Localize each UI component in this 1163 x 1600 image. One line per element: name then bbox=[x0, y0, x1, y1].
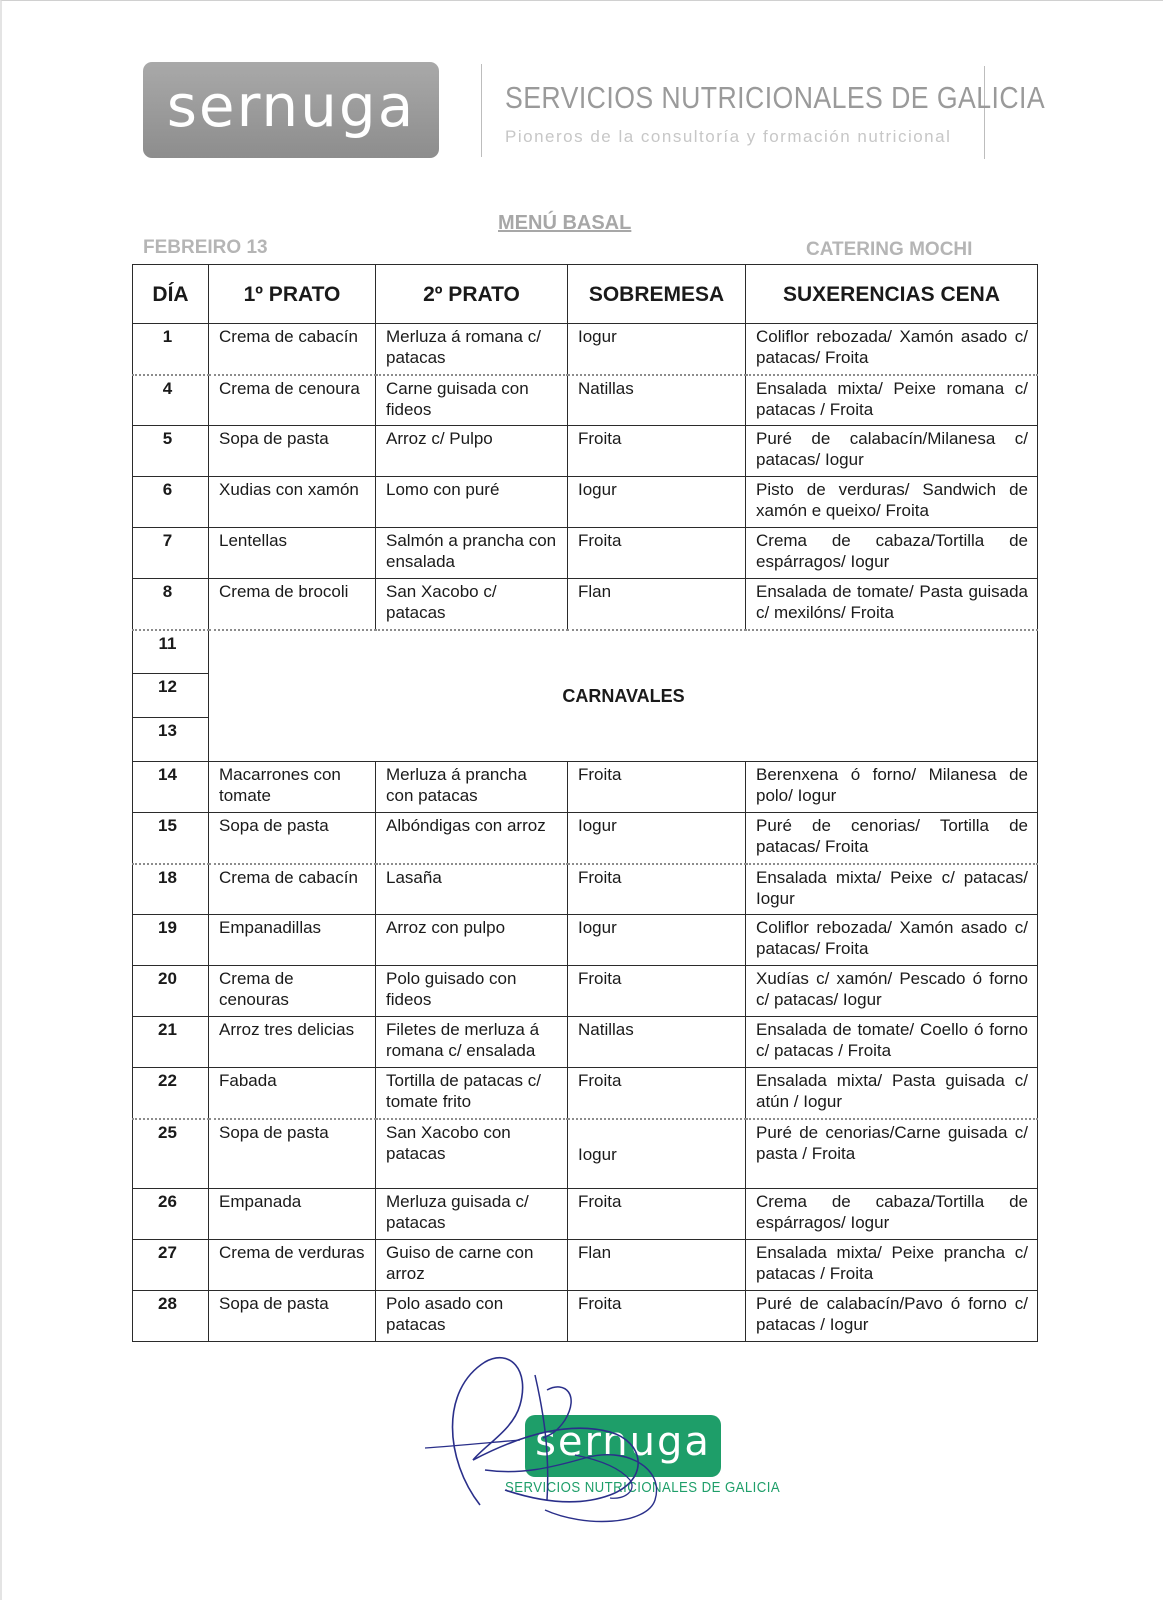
day-cell: 5 bbox=[133, 426, 209, 477]
first-course-cell: Crema de cenouras bbox=[209, 966, 376, 1017]
second-course-cell: Arroz c/ Pulpo bbox=[376, 426, 568, 477]
day-cell: 25 bbox=[133, 1119, 209, 1189]
second-course-cell: San Xacobo c/ patacas bbox=[376, 579, 568, 630]
table-row bbox=[133, 1119, 1038, 1189]
dinner-cell: Puré de cenorias/ Tortilla de patacas/ Froita bbox=[746, 813, 1038, 864]
second-course-cell: Carne guisada con fideos bbox=[376, 375, 568, 426]
table-row bbox=[133, 915, 1038, 966]
first-course-cell: Fabada bbox=[209, 1068, 376, 1119]
carnival-row bbox=[133, 630, 1038, 674]
header-divider-left bbox=[481, 64, 482, 157]
dessert-cell: Froita bbox=[568, 1068, 746, 1119]
stamp-caption: SERVICIOS NUTRICIONALES DE GALICIA bbox=[505, 1479, 781, 1496]
dessert-cell: Iogur bbox=[568, 1119, 746, 1189]
day-cell: 7 bbox=[133, 528, 209, 579]
dinner-cell: Ensalada mixta/ Peixe prancha c/ patacas / Froita bbox=[746, 1240, 1038, 1291]
second-course-cell: Polo asado con patacas bbox=[376, 1291, 568, 1342]
first-course-cell: Crema de verduras bbox=[209, 1240, 376, 1291]
day-cell: 27 bbox=[133, 1240, 209, 1291]
dinner-cell: Ensalada mixta/ Peixe c/ patacas/ Iogur bbox=[746, 864, 1038, 915]
second-course-cell: Salmón a prancha con ensalada bbox=[376, 528, 568, 579]
second-course-cell: Merluza á romana c/ patacas bbox=[376, 324, 568, 375]
day-cell: 6 bbox=[133, 477, 209, 528]
second-course-cell: Filetes de merluza á romana c/ ensalada bbox=[376, 1017, 568, 1068]
header-dessert: SOBREMESA bbox=[568, 265, 746, 324]
header-dinner: SUXERENCIAS CENA bbox=[746, 265, 1038, 324]
second-course-cell: Merluza á prancha con patacas bbox=[376, 762, 568, 813]
second-course-cell: Tortilla de patacas c/ tomate frito bbox=[376, 1068, 568, 1119]
dinner-cell: Puré de calabacín/Pavo ó forno c/ patacas / Iogur bbox=[746, 1291, 1038, 1342]
dessert-cell: Flan bbox=[568, 1240, 746, 1291]
table-header-row bbox=[133, 265, 1038, 324]
table-row bbox=[133, 579, 1038, 630]
day-cell: 26 bbox=[133, 1189, 209, 1240]
logo-text: sernuga bbox=[166, 72, 416, 140]
first-course-cell: Sopa de pasta bbox=[209, 1119, 376, 1189]
first-course-cell: Crema de brocoli bbox=[209, 579, 376, 630]
dessert-cell: Froita bbox=[568, 1291, 746, 1342]
dinner-cell: Berenxena ó forno/ Milanesa de polo/ Iogur bbox=[746, 762, 1038, 813]
table-row bbox=[133, 528, 1038, 579]
second-course-cell: Guiso de carne con arroz bbox=[376, 1240, 568, 1291]
day-cell: 18 bbox=[133, 864, 209, 915]
day-cell: 20 bbox=[133, 966, 209, 1017]
table-row bbox=[133, 1189, 1038, 1240]
dessert-cell: Froita bbox=[568, 762, 746, 813]
dinner-cell: Coliflor rebozada/ Xamón asado c/ patacas/ Froita bbox=[746, 324, 1038, 375]
day-cell: 11 bbox=[133, 630, 209, 674]
second-course-cell: Merluza guisada c/ patacas bbox=[376, 1189, 568, 1240]
table-row bbox=[133, 813, 1038, 864]
first-course-cell: Macarrones con tomate bbox=[209, 762, 376, 813]
org-tagline: Pioneros de la consultoría y formación nutricional bbox=[505, 127, 952, 146]
table-row bbox=[133, 864, 1038, 915]
dinner-cell: Xudías c/ xamón/ Pescado ó forno c/ patacas/ Iogur bbox=[746, 966, 1038, 1017]
table-row bbox=[133, 1017, 1038, 1068]
first-course-cell: Lentellas bbox=[209, 528, 376, 579]
day-cell: 15 bbox=[133, 813, 209, 864]
dinner-cell: Ensalada mixta/ Peixe romana c/ patacas / Froita bbox=[746, 375, 1038, 426]
dinner-cell: Ensalada de tomate/ Coello ó forno c/ patacas / Froita bbox=[746, 1017, 1038, 1068]
day-cell: 4 bbox=[133, 375, 209, 426]
menu-title: MENÚ BASAL bbox=[498, 212, 632, 234]
dinner-cell: Ensalada de tomate/ Pasta guisada c/ mexilóns/ Froita bbox=[746, 579, 1038, 630]
first-course-cell: Empanadillas bbox=[209, 915, 376, 966]
handwritten-signature bbox=[425, 1350, 745, 1530]
header-first-course: 1º PRATO bbox=[209, 265, 376, 324]
dinner-cell: Coliflor rebozada/ Xamón asado c/ patacas/ Froita bbox=[746, 915, 1038, 966]
dessert-cell: Froita bbox=[568, 528, 746, 579]
day-cell: 22 bbox=[133, 1068, 209, 1119]
second-course-cell: San Xacobo con patacas bbox=[376, 1119, 568, 1189]
dessert-cell: Iogur bbox=[568, 813, 746, 864]
table-row bbox=[133, 1068, 1038, 1119]
stamp-logo-text: sernuga bbox=[535, 1419, 711, 1465]
dinner-cell: Crema de cabaza/Tortilla de espárragos/ Iogur bbox=[746, 1189, 1038, 1240]
dessert-cell: Natillas bbox=[568, 1017, 746, 1068]
dinner-cell: Puré de calabacín/Milanesa c/ patacas/ Iogur bbox=[746, 426, 1038, 477]
day-cell: 28 bbox=[133, 1291, 209, 1342]
table-row bbox=[133, 1240, 1038, 1291]
header-day: DÍA bbox=[133, 265, 209, 324]
second-course-cell: Arroz con pulpo bbox=[376, 915, 568, 966]
dessert-cell: Natillas bbox=[568, 375, 746, 426]
first-course-cell: Arroz tres delicias bbox=[209, 1017, 376, 1068]
carnival-holiday-cell: CARNAVALES bbox=[209, 630, 1038, 762]
table-row bbox=[133, 762, 1038, 813]
header-second-course: 2º PRATO bbox=[376, 265, 568, 324]
day-cell: 21 bbox=[133, 1017, 209, 1068]
dessert-cell: Froita bbox=[568, 426, 746, 477]
dessert-cell: Froita bbox=[568, 1189, 746, 1240]
dinner-cell: Crema de cabaza/Tortilla de espárragos/ Iogur bbox=[746, 528, 1038, 579]
first-course-cell: Sopa de pasta bbox=[209, 1291, 376, 1342]
day-cell: 8 bbox=[133, 579, 209, 630]
org-name: SERVICIOS NUTRICIONALES DE GALICIA bbox=[505, 80, 1046, 115]
table-row bbox=[133, 324, 1038, 375]
first-course-cell: Xudias con xamón bbox=[209, 477, 376, 528]
first-course-cell: Crema de cabacín bbox=[209, 864, 376, 915]
day-cell: 14 bbox=[133, 762, 209, 813]
table-row bbox=[133, 966, 1038, 1017]
first-course-cell: Sopa de pasta bbox=[209, 813, 376, 864]
second-course-cell: Albóndigas con arroz bbox=[376, 813, 568, 864]
dessert-cell: Iogur bbox=[568, 477, 746, 528]
menu-table bbox=[132, 264, 1038, 1342]
month-label: FEBREIRO 13 bbox=[143, 237, 268, 258]
catering-label: CATERING MOCHI bbox=[806, 239, 973, 260]
dessert-cell: Froita bbox=[568, 864, 746, 915]
second-course-cell: Polo guisado con fideos bbox=[376, 966, 568, 1017]
second-course-cell: Lasaña bbox=[376, 864, 568, 915]
sernuga-logo bbox=[143, 62, 439, 158]
second-course-cell: Lomo con puré bbox=[376, 477, 568, 528]
dinner-cell: Ensalada mixta/ Pasta guisada c/ atún / Iogur bbox=[746, 1068, 1038, 1119]
day-cell: 12 bbox=[133, 674, 209, 718]
dinner-cell: Puré de cenorias/Carne guisada c/ pasta / Froita bbox=[746, 1119, 1038, 1189]
day-cell: 19 bbox=[133, 915, 209, 966]
table-row bbox=[133, 375, 1038, 426]
day-cell: 1 bbox=[133, 324, 209, 375]
table-row bbox=[133, 477, 1038, 528]
dessert-cell: Flan bbox=[568, 579, 746, 630]
table-row bbox=[133, 426, 1038, 477]
dessert-cell: Iogur bbox=[568, 324, 746, 375]
dessert-cell: Froita bbox=[568, 966, 746, 1017]
first-course-cell: Empanada bbox=[209, 1189, 376, 1240]
first-course-cell: Sopa de pasta bbox=[209, 426, 376, 477]
table-row bbox=[133, 1291, 1038, 1342]
first-course-cell: Crema de cenoura bbox=[209, 375, 376, 426]
dessert-cell: Iogur bbox=[568, 915, 746, 966]
day-cell: 13 bbox=[133, 718, 209, 762]
dinner-cell: Pisto de verduras/ Sandwich de xamón e queixo/ Froita bbox=[746, 477, 1038, 528]
first-course-cell: Crema de cabacín bbox=[209, 324, 376, 375]
